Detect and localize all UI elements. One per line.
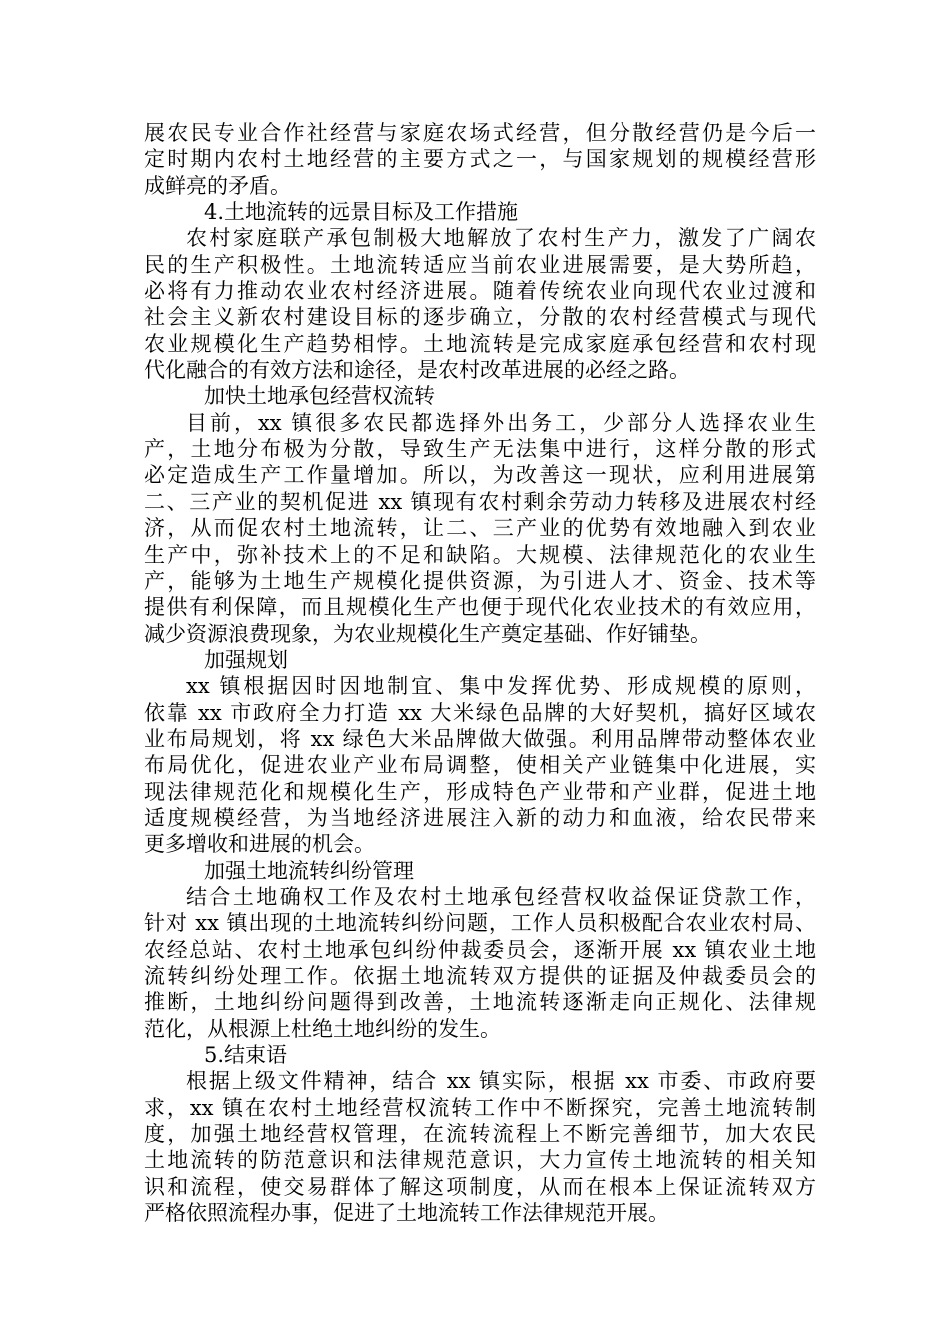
text-line: 农业规模化生产趋势相悖。土地流转是完成家庭承包经营和农村现 — [144, 331, 816, 356]
section-heading: 加快土地承包经营权流转 — [204, 384, 435, 409]
text-line: 针对 xx 镇出现的土地流转纠纷问题，工作人员积极配合农业农村局、 — [144, 911, 816, 936]
section-heading: 加强规划 — [204, 647, 288, 672]
paragraph-last-line: 范化，从根源上杜绝土地纠纷的发生。 — [144, 1016, 501, 1041]
text-line: 农经总站、农村土地承包纠纷仲裁委员会，逐渐开展 xx 镇农业土地 — [144, 937, 816, 962]
text-line: 济，从而促农村土地流转，让二、三产业的优势有效地融入到农业 — [144, 516, 816, 541]
paragraph-first-line: 根据上级文件精神，结合 xx 镇实际，根据 xx 市委、市政府要 — [186, 1069, 816, 1094]
text-line: 布局优化，促进农业产业布局调整，使相关产业链集中化进展，实 — [144, 753, 816, 778]
text-line: 土地流转的防范意识和法律规范意识，大力宣传土地流转的相关知 — [144, 1148, 816, 1173]
text-line: 必定造成生产工作量增加。所以，为改善这一现状，应利用进展第 — [144, 463, 816, 488]
text-line: 定时期内农村土地经营的主要方式之一，与国家规划的规模经营形 — [144, 147, 816, 172]
text-line: 二、三产业的契机促进 xx 镇现有农村剩余劳动力转移及进展农村经 — [144, 489, 816, 514]
text-line: 提供有利保障，而且规模化生产也便于现代化农业技术的有效应用， — [144, 595, 816, 620]
text-line: 社会主义新农村建设目标的逐步确立，分散的农村经营模式与现代 — [144, 305, 816, 330]
text-line: 求，xx 镇在农村土地经营权流转工作中不断探究，完善土地流转制 — [144, 1095, 816, 1120]
paragraph-last-line: 减少资源浪费现象，为农业规模化生产奠定基础、作好铺垫。 — [144, 621, 711, 646]
paragraph-first-line: 目前，xx 镇很多农民都选择外出务工，少部分人选择农业生 — [186, 410, 816, 435]
text-line: 适度规模经营，为当地经济进展注入新的动力和血液，给农民带来 — [144, 805, 816, 830]
section-heading: 加强土地流转纠纷管理 — [204, 858, 414, 883]
paragraph-last-line: 严格依照流程办事，促进了土地流转工作法律规范开展。 — [144, 1201, 669, 1226]
text-line: 民的生产积极性。土地流转适应当前农业进展需要，是大势所趋， — [144, 252, 816, 277]
text-line: 依靠 xx 市政府全力打造 xx 大米绿色品牌的大好契机，搞好区域农 — [144, 700, 816, 725]
paragraph-first-line: 结合土地确权工作及农村土地承包经营权收益保证贷款工作， — [186, 884, 816, 909]
paragraph-first-line: 农村家庭联产承包制极大地解放了农村生产力，激发了广阔农 — [186, 226, 816, 251]
text-line: 流转纠纷处理工作。依据土地流转双方提供的证据及仲裁委员会的 — [144, 964, 816, 988]
text-line: 业布局规划，将 xx 绿色大米品牌做大做强。利用品牌带动整体农业 — [144, 726, 816, 751]
document-page — [144, 120, 816, 1226]
paragraph-last-line: 代化融合的有效方法和途径，是农村改革进展的必经之路。 — [144, 358, 690, 383]
text-line: 产，土地分布极为分散，导致生产无法集中进行，这样分散的形式 — [144, 437, 816, 462]
text-line: 生产中，弥补技术上的不足和缺陷。大规模、法律规范化的农业生 — [144, 542, 816, 567]
text-line: 必将有力推动农业农村经济进展。随着传统农业向现代农业过渡和 — [144, 279, 816, 304]
text-line: 产，能够为土地生产规模化提供资源，为引进人才、资金、技术等 — [144, 568, 816, 593]
text-line: 识和流程，使交易群体了解这项制度，从而在根本上保证流转双方 — [144, 1174, 816, 1199]
paragraph-last-line: 成鲜亮的矛盾。 — [144, 173, 291, 198]
paragraph-first-line: xx 镇根据因时因地制宜、集中发挥优势、形成规模的原则， — [186, 674, 816, 699]
text-line: 度，加强土地经营权管理，在流转流程上不断完善细节，加大农民 — [144, 1122, 816, 1147]
paragraph-last-line: 更多增收和进展的机会。 — [144, 832, 375, 857]
text-line: 展农民专业合作社经营与家庭农场式经营，但分散经营仍是今后一 — [144, 121, 816, 145]
section-heading: 4.土地流转的远景目标及工作措施 — [204, 200, 519, 225]
text-line: 推断，土地纠纷问题得到改善，土地流转逐渐走向正规化、法律规 — [144, 990, 816, 1015]
section-heading: 5.结束语 — [204, 1043, 288, 1068]
text-line: 现法律规范化和规模化生产，形成特色产业带和产业群，促进土地 — [144, 779, 816, 804]
